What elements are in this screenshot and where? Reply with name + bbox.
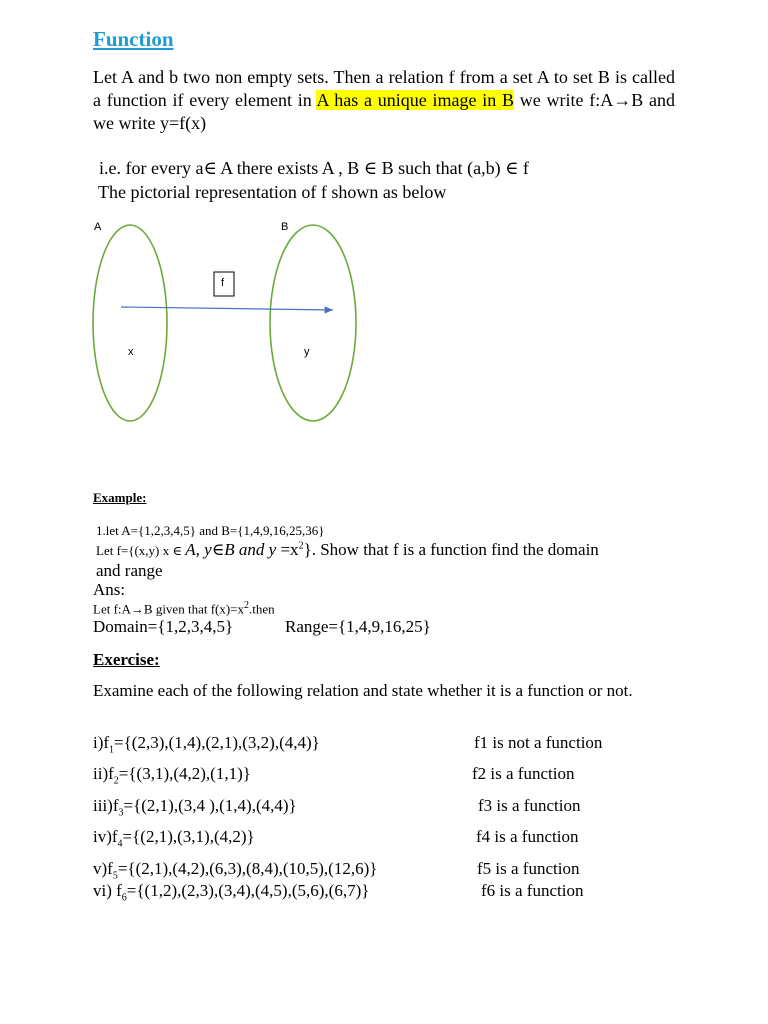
exercise-heading: Exercise: (93, 650, 160, 669)
exercise-item-relation (93, 827, 255, 849)
answer-line-b: .then (249, 601, 275, 617)
set-a-ellipse (93, 225, 167, 421)
answer-line-sup: 2 (244, 600, 250, 611)
example-line-2-c: }. Show that f is a function find the domain (303, 540, 599, 559)
exercise-item-prefix: vi) f (93, 881, 122, 900)
set-a-label: A (94, 221, 102, 233)
exercise-item-prefix: iv)f (93, 827, 118, 846)
exercise-item-set: ={(1,2),(2,3),(3,4),(4,5),(5,6),(6,7)} (126, 881, 370, 900)
exercise-item-set: ={(2,3),(1,4),(2,1),(3,2),(4,4)} (114, 733, 320, 752)
exercise-item-subscript: 5 (112, 870, 118, 882)
element-y-label: y (304, 346, 310, 358)
exercise-instruction: Examine each of the following relation and state whether it is a function or not. (93, 681, 633, 700)
exercise-item-result: f1 is not a function (474, 733, 603, 752)
example-line-2-b: =x (276, 540, 299, 559)
definition-text-1: Let A and b two non empty sets. Then a relation f from a set A to set B is called a function if every element in (93, 67, 675, 110)
answer-line-a: Let f:A→B given that f(x)=x (93, 601, 245, 617)
highlighted-text: A has a unique image in B (316, 90, 515, 110)
exercise-item-relation (93, 733, 320, 755)
exercise-item-set: ={(2,1),(3,4 ),(1,4),(4,4)} (123, 796, 297, 815)
example-line-2-math: A, y∈B and y (185, 540, 277, 559)
exercise-item-set: ={(2,1),(3,1),(4,2)} (122, 827, 255, 846)
exercise-item-relation (93, 796, 297, 818)
element-x-label: x (128, 346, 134, 358)
exercise-item-subscript: 1 (109, 744, 115, 756)
example-line-2-a: Let f={(x,y) x ∈ (96, 543, 186, 558)
answer-line (93, 600, 275, 617)
example-line-1: 1.let A={1,2,3,4,5} and B={1,4,9,16,25,36} (96, 523, 325, 538)
exercise-item-set: ={(3,1),(4,2),(1,1)} (118, 764, 251, 783)
mapping-arrow (121, 307, 333, 310)
exercise-item-result: f3 is a function (478, 796, 581, 815)
definition-text-2: we write f:A→B and we write y=f(x) (93, 90, 676, 133)
answer-label: Ans: (93, 580, 126, 599)
set-b-ellipse (270, 225, 356, 421)
exercise-item-set: ={(2,1),(4,2),(6,3),(8,4),(10,5),(12,6)} (117, 859, 378, 878)
example-line-3: and range (96, 561, 163, 580)
exercise-item-subscript: 6 (121, 892, 127, 904)
function-mapping-diagram (0, 0, 768, 440)
exercise-item-prefix: v)f (93, 859, 113, 878)
exercise-item-relation (93, 764, 251, 786)
range-text: Range={1,4,9,16,25} (285, 617, 431, 636)
exercise-item-subscript: 3 (118, 807, 124, 819)
ie-line: i.e. for every a∈ A there exists A , B ∈ B such that (a,b) ∈ f (99, 158, 529, 178)
example-line-2-sup: 2 (298, 540, 304, 552)
exercise-item-relation (93, 859, 377, 881)
exercise-item-subscript: 4 (117, 838, 123, 850)
exercise-item-result: f2 is a function (472, 764, 575, 783)
exercise-item-prefix: i)f (93, 733, 110, 752)
exercise-item-result: f4 is a function (476, 827, 579, 846)
pictorial-line: The pictorial representation of f shown as below (98, 182, 447, 202)
map-label: f (221, 277, 225, 289)
exercise-item-relation (93, 881, 369, 903)
page-title: Function (93, 27, 174, 51)
exercise-item-result: f6 is a function (481, 881, 584, 900)
example-heading: Example: (93, 490, 147, 505)
domain-text: Domain={1,2,3,4,5} (93, 617, 234, 636)
exercise-item-prefix: ii)f (93, 764, 114, 783)
exercise-item-prefix: iii)f (93, 796, 119, 815)
exercise-item-result: f5 is a function (477, 859, 580, 878)
example-line-2 (96, 540, 599, 560)
exercise-item-subscript: 2 (113, 775, 119, 787)
set-b-label: B (281, 221, 289, 233)
